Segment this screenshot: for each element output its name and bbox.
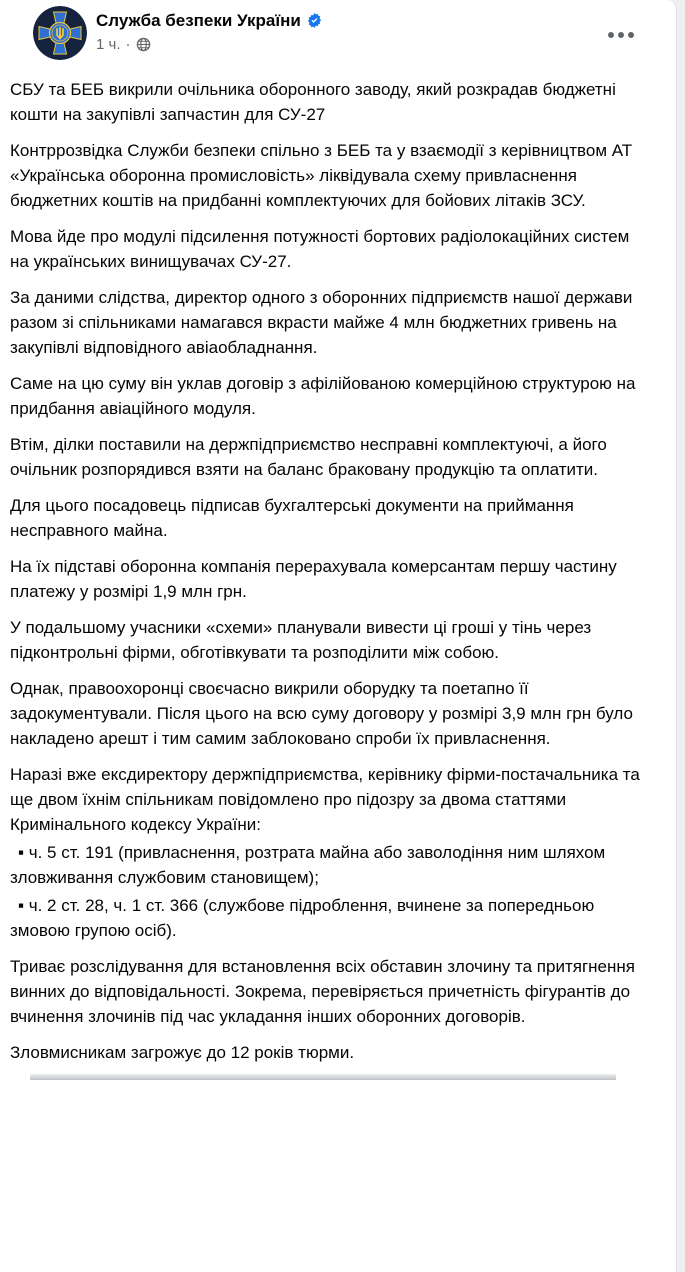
post-paragraph: Триває розслідування для встановлення всіх обставин злочину та притягнення винних до відповідальності. Зокрема, перевіряється причетність фігурантів до вчинення злочинів під час укладання інших оборонних договорів. [10,957,635,1026]
timestamp-link[interactable]: 1 ч. [96,36,121,53]
three-dots-icon [608,32,614,38]
sbu-emblem-icon [33,6,87,60]
post-paragraph: Контррозвідка Служби безпеки спільно з БЕБ та у взаємодії з керівництвом АТ «Українська оборонна промисловість» ліквідувала схему привласнення бюджетних коштів на придбанні комплектуючих для бойових літаків ЗСУ. [10,141,633,210]
globe-public-icon [136,37,151,52]
page-name-link[interactable]: Служба безпеки України [96,11,301,30]
post-paragraph: На їх підставі оборонна компанія перерахувала комерсантам першу частину платежу у розмірі 1,9 млн грн. [10,557,617,601]
post-paragraph: СБУ та БЕБ викрили очільника оборонного заводу, який розкрадав бюджетні кошти на закупівлі запчастин для СУ-27 [10,80,616,124]
post-paragraph: Саме на цю суму він уклав договір з афілійованою комерційною структурою на придбання авіаційного модуля. [10,374,636,418]
post-paragraph: Мова йде про модулі підсилення потужності бортових радіолокаційних систем на українських винищувачах СУ-27. [10,227,630,271]
page-avatar[interactable] [33,6,87,60]
header-text-block [96,6,322,54]
post-paragraph-bullet: ▪ ч. 5 ст. 191 (привласнення, розтрата майна або заволодіння ним шляхом зловживання службовим становищем); [10,843,606,887]
more-options-button[interactable] [606,26,636,44]
post-paragraph: Однак, правоохоронці своєчасно викрили оборудку та поетапно її задокументували. Після цього на всю суму договору у розмірі 3,9 млн грн було накладено арешт і тим самим заблоковано спроби їх привласнення. [10,679,633,748]
post-paragraph: Для цього посадовець підписав бухгалтерські документи на приймання несправного майна. [10,496,574,540]
post-paragraph: У подальшому учасники «схеми» планували вивести ці гроші у тінь через підконтрольні фірми, обготівкувати та розподілити між собою. [10,618,592,662]
post-header [0,0,676,60]
post-paragraph: Наразі вже ексдиректору держпідприємства, керівнику фірми-постачальника та ще двом їхнім спільникам повідомлено про підозру за двома статтями Кримінального кодексу України: [10,765,640,834]
post-text [0,60,676,1065]
post-paragraph: Зловмисникам загрожує до 12 років тюрми. [10,1043,355,1062]
post-meta-row [96,35,322,54]
verified-badge-icon [307,13,322,28]
post-paragraph-bullet: ▪ ч. 2 ст. 28, ч. 1 ст. 366 (службове підроблення, вчинене за попередньою змовою групою осіб). [10,896,595,940]
meta-separator: · [125,36,131,53]
post-paragraph: За даними слідства, директор одного з оборонних підприємств нашої держави разом зі спільниками намагався вкрасти майже 4 млн бюджетних гривень на закупівлі відповідного авіаобладнання. [10,288,633,357]
post-paragraph: Втім, ділки поставили на держпідприємство несправні комплектуючі, а його очільник розпорядився взяти на баланс браковану продукцію та оплатити. [10,435,607,479]
attached-image-top-edge [30,1074,616,1080]
